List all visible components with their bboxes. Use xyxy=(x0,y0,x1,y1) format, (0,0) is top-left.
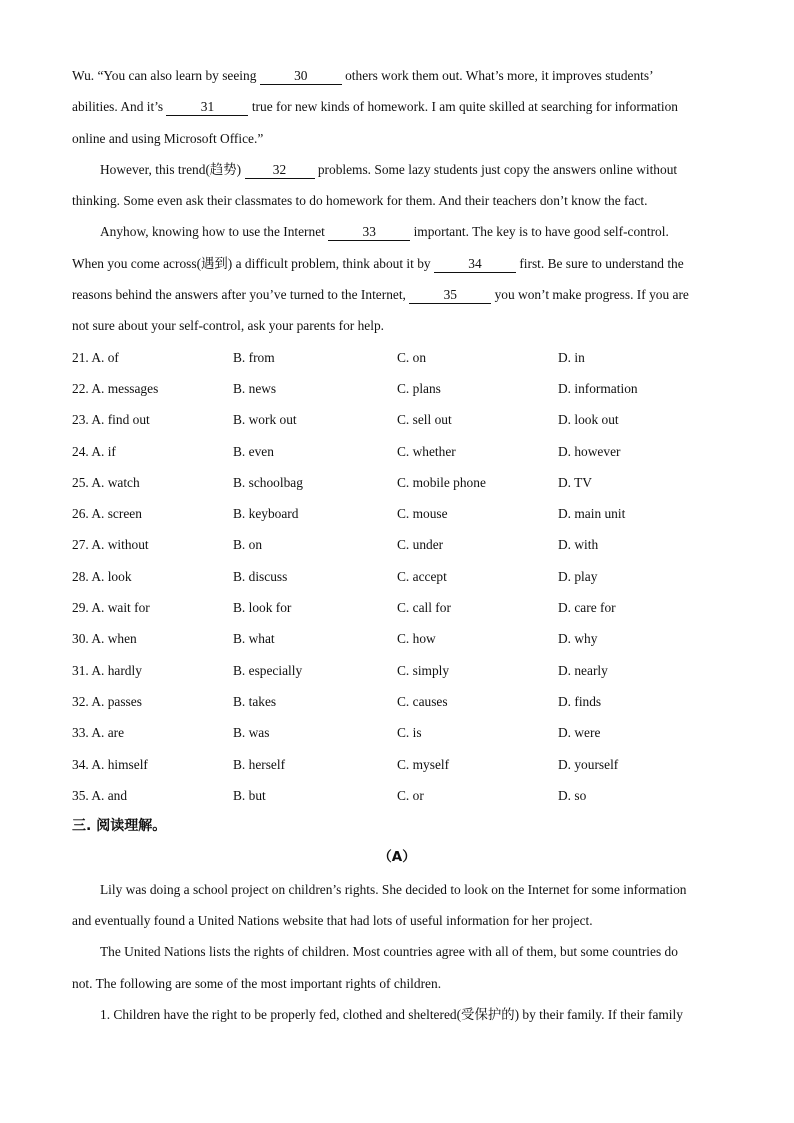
question-option-d: D. TV xyxy=(558,474,592,490)
question-option-d: D. finds xyxy=(558,693,602,709)
question-option-c: C. sell out xyxy=(397,412,452,428)
question-option-d: D. were xyxy=(558,725,601,741)
passage-line: When you come across(遇到) a difficult problem, think about it by 34 first. Be sure to understand the xyxy=(72,255,684,271)
question-option-d: D. look out xyxy=(558,412,619,428)
question-option-d: D. yourself xyxy=(558,756,619,772)
question-option-d: D. care for xyxy=(558,600,616,616)
question-row xyxy=(72,404,722,435)
question-option-c: C. mouse xyxy=(397,506,448,522)
question-option-d: D. in xyxy=(558,349,585,365)
question-option-c: C. is xyxy=(397,725,422,741)
question-option-a: 32. A. passes xyxy=(72,693,142,709)
passage-line: Wu. “You can also learn by seeing 30 others work them out. What’s more, it improves students’ xyxy=(72,68,654,83)
question-option-c: C. how xyxy=(397,631,436,647)
question-row xyxy=(72,749,722,780)
reading-line: not. The following are some of the most important rights of children. xyxy=(72,975,442,991)
document-page xyxy=(72,60,722,1030)
reading-line: and eventually found a United Nations website that had lots of useful information for her project. xyxy=(72,913,593,929)
question-option-c: C. causes xyxy=(397,693,448,709)
question-row xyxy=(72,780,722,811)
question-option-c: C. myself xyxy=(397,756,450,772)
subsection-title: （A） xyxy=(378,849,416,866)
question-option-d: D. with xyxy=(558,537,599,553)
question-option-a: 28. A. look xyxy=(72,568,132,584)
question-option-a: 21. A. of xyxy=(72,349,119,365)
question-row xyxy=(72,592,722,623)
question-option-d: D. information xyxy=(558,380,638,396)
question-row xyxy=(72,623,722,654)
question-option-b: B. discuss xyxy=(233,568,288,584)
question-option-c: C. call for xyxy=(397,600,451,616)
question-option-c: C. whether xyxy=(397,443,456,459)
blank-31: 31 xyxy=(166,99,248,116)
question-option-b: B. even xyxy=(233,443,274,459)
section-title: 三. 阅读理解。 xyxy=(72,818,167,835)
passage-line: However, this trend(趋势) 32 problems. Some lazy students just copy the answers online without xyxy=(100,161,678,177)
question-option-c: C. mobile phone xyxy=(397,474,486,490)
question-option-b: B. especially xyxy=(233,662,303,678)
question-option-b: B. schoolbag xyxy=(233,474,303,490)
reading-line: Lily was doing a school project on children’s rights. She decided to look on the Internet for some information xyxy=(100,881,687,897)
question-option-a: 27. A. without xyxy=(72,537,149,553)
passage-line: Anyhow, knowing how to use the Internet 33 important. The key is to have good self-control. xyxy=(100,224,669,240)
blank-32: 32 xyxy=(245,162,315,179)
passage-line: reasons behind the answers after you’ve turned to the Internet, 35 you won’t make progress. If you are xyxy=(72,287,689,303)
question-option-b: B. what xyxy=(233,631,275,647)
question-option-b: B. look for xyxy=(233,600,292,616)
question-option-b: B. news xyxy=(233,380,277,396)
question-option-d: D. why xyxy=(558,631,598,647)
question-row xyxy=(72,655,722,686)
passage-line: not sure about your self-control, ask your parents for help. xyxy=(72,318,384,334)
question-option-a: 25. A. watch xyxy=(72,474,140,490)
question-option-d: D. play xyxy=(558,568,598,584)
question-row xyxy=(72,561,722,592)
blank-35: 35 xyxy=(409,287,491,304)
question-option-a: 34. A. himself xyxy=(72,756,148,772)
question-option-a: 24. A. if xyxy=(72,443,116,459)
question-option-b: B. from xyxy=(233,349,275,365)
blank-30: 30 xyxy=(260,68,342,85)
question-option-a: 29. A. wait for xyxy=(72,600,150,616)
passage-line: abilities. And it’s 31 true for new kinds of homework. I am quite skilled at searching for information xyxy=(72,99,678,115)
question-row xyxy=(72,436,722,467)
question-option-a: 35. A. and xyxy=(72,787,128,803)
question-option-a: 33. A. are xyxy=(72,725,125,741)
question-option-b: B. but xyxy=(233,787,266,803)
passage-line: thinking. Some even ask their classmates to do homework for them. And their teachers don’t know the fact. xyxy=(72,193,648,209)
question-option-b: B. on xyxy=(233,537,263,553)
question-option-b: B. work out xyxy=(233,412,297,428)
question-option-a: 30. A. when xyxy=(72,631,137,647)
question-option-b: B. takes xyxy=(233,693,277,709)
question-option-c: C. or xyxy=(397,787,424,803)
passage-line: online and using Microsoft Office.” xyxy=(72,130,264,146)
question-option-c: C. simply xyxy=(397,662,450,678)
question-option-a: 31. A. hardly xyxy=(72,662,142,678)
question-row xyxy=(72,498,722,529)
question-option-a: 23. A. find out xyxy=(72,412,150,428)
question-option-d: D. main unit xyxy=(558,506,626,522)
question-option-a: 26. A. screen xyxy=(72,506,142,522)
question-row xyxy=(72,467,722,498)
question-row xyxy=(72,529,722,560)
question-option-c: C. on xyxy=(397,349,427,365)
question-row xyxy=(72,373,722,404)
question-option-c: C. under xyxy=(397,537,444,553)
question-option-d: D. however xyxy=(558,443,621,459)
question-option-b: B. herself xyxy=(233,756,286,772)
question-row xyxy=(72,342,722,373)
question-row xyxy=(72,717,722,748)
question-option-b: B. was xyxy=(233,725,270,741)
question-option-c: C. accept xyxy=(397,568,447,584)
question-option-b: B. keyboard xyxy=(233,506,299,522)
blank-33: 33 xyxy=(328,224,410,241)
blank-34: 34 xyxy=(434,256,516,273)
question-list xyxy=(72,342,722,811)
question-option-d: D. nearly xyxy=(558,662,608,678)
question-option-d: D. so xyxy=(558,787,587,803)
reading-line: The United Nations lists the rights of children. Most countries agree with all of them, but some countries do xyxy=(100,944,678,960)
reading-line: 1. Children have the right to be properly fed, clothed and sheltered(受保护的) by their family. If their family xyxy=(100,1006,683,1022)
question-row xyxy=(72,686,722,717)
question-option-c: C. plans xyxy=(397,380,441,396)
question-option-a: 22. A. messages xyxy=(72,380,159,396)
